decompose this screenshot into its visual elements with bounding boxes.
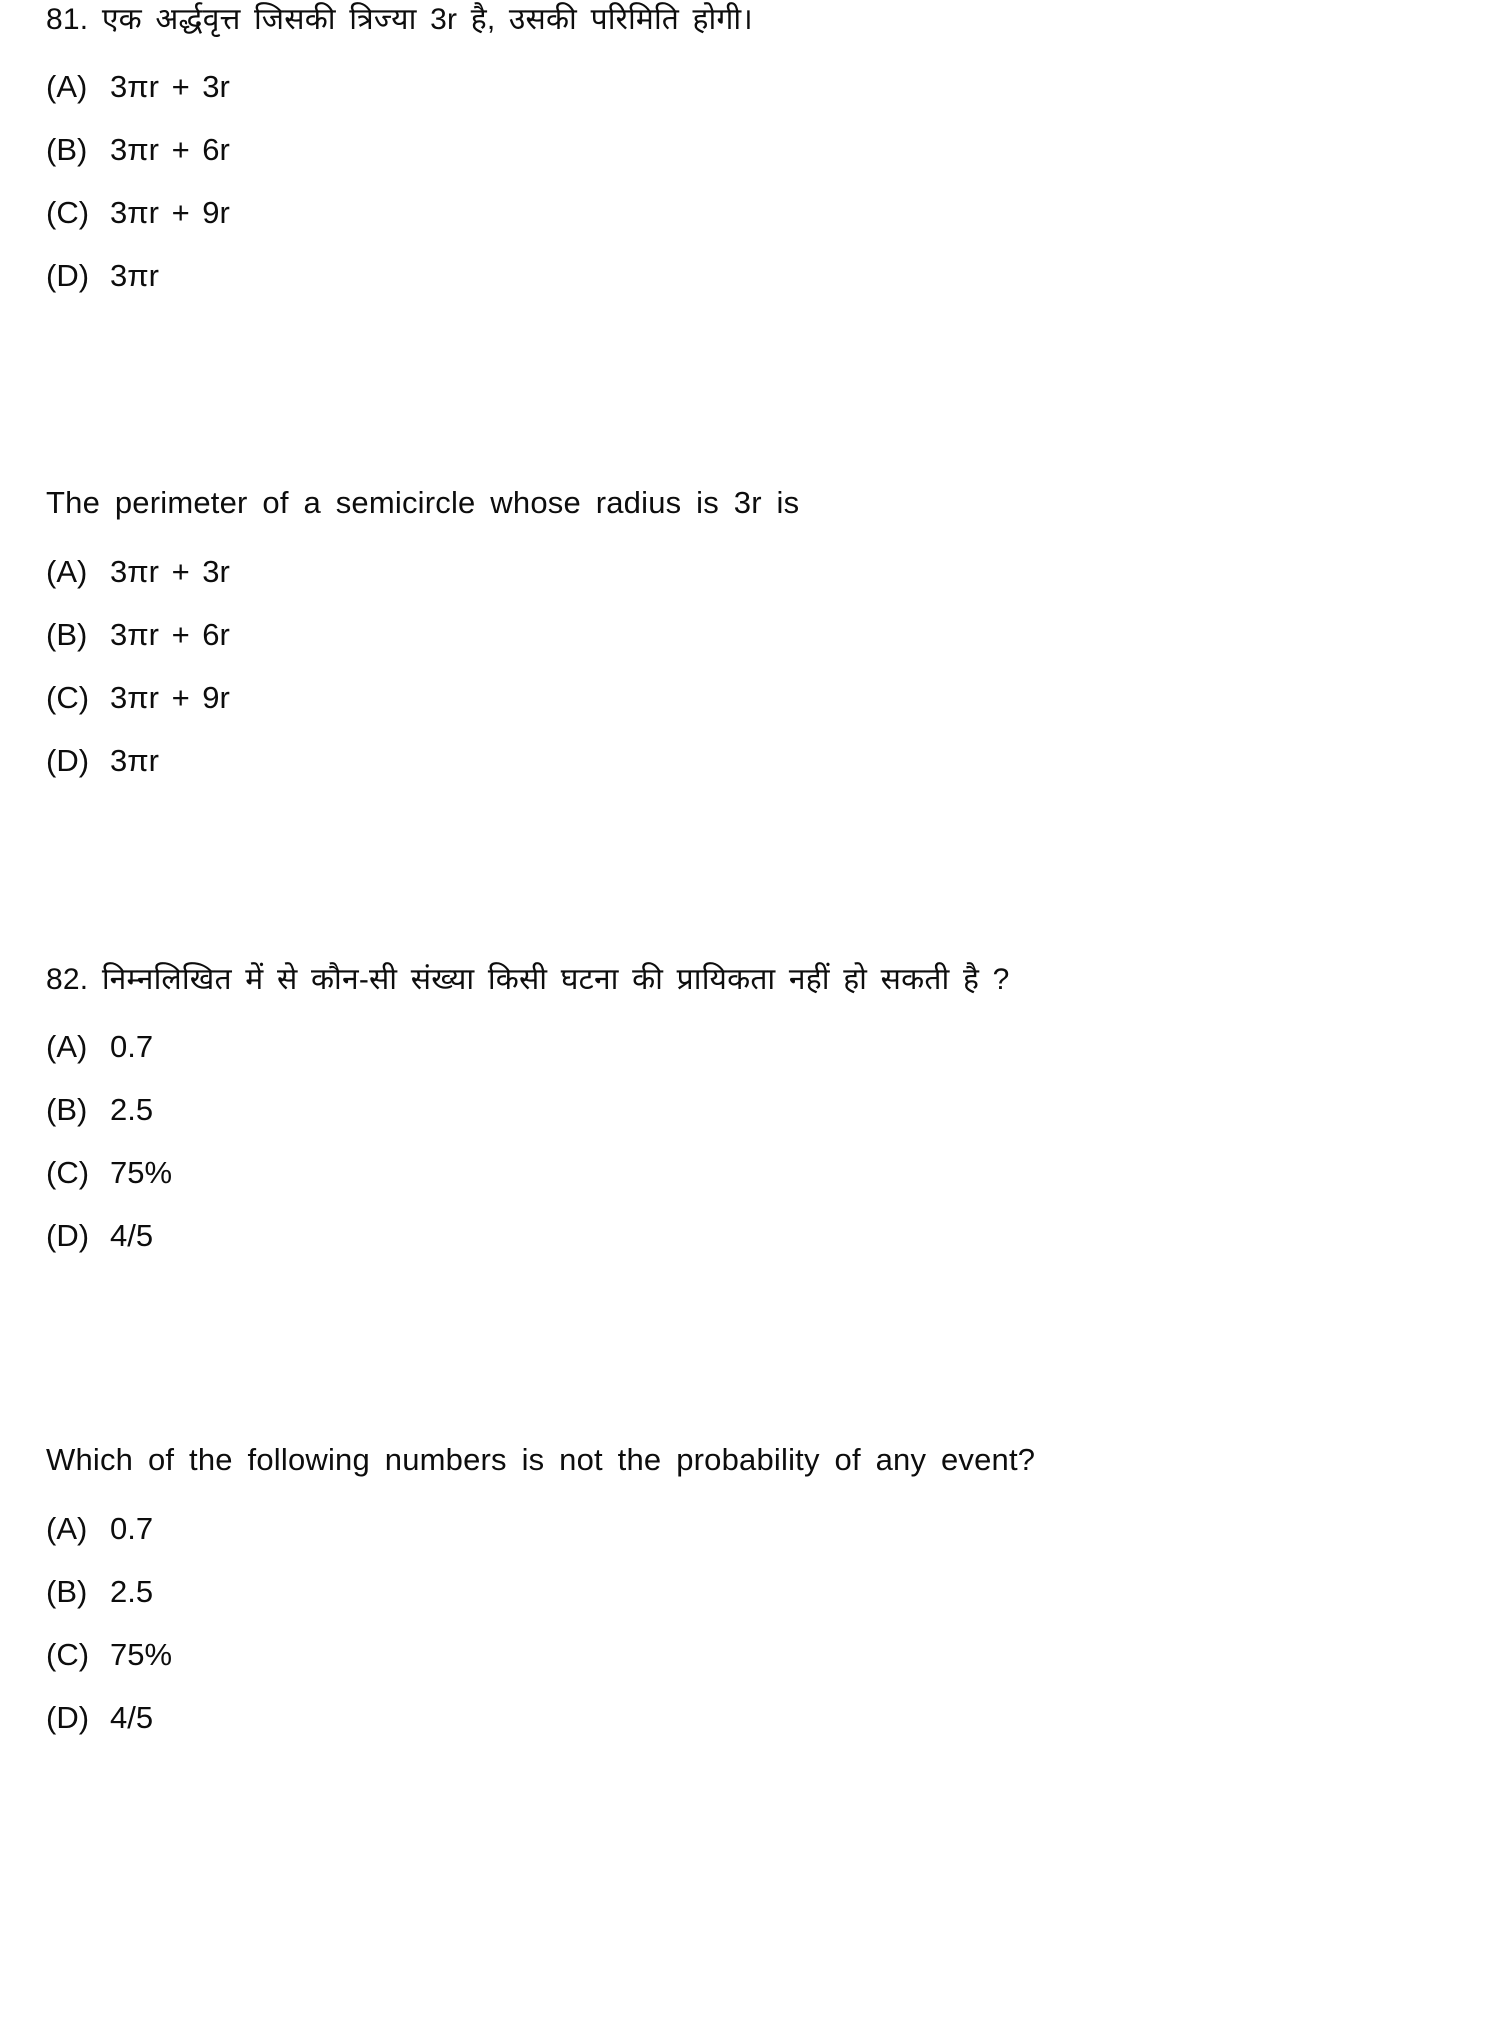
option-text: 0.7: [110, 1510, 154, 1546]
option-label: (B): [46, 1573, 88, 1609]
option-item: [46, 666, 1465, 729]
option-text: 3πr + 3r: [110, 69, 230, 105]
option-item: [46, 1015, 1465, 1078]
option-item: [46, 1686, 1465, 1749]
option-label: (C): [46, 195, 90, 231]
option-list-82-english: [46, 1497, 1465, 1749]
option-item: [46, 1560, 1465, 1623]
option-label: (D): [46, 1218, 90, 1254]
option-text: 3πr: [110, 742, 159, 778]
option-text: 3πr + 6r: [110, 616, 230, 652]
question-stem-81-english: The perimeter of a semicircle whose radius is 3r is: [46, 485, 800, 520]
option-label: (A): [46, 1029, 88, 1065]
option-item: [46, 603, 1465, 666]
option-text: 3πr + 9r: [110, 195, 230, 231]
option-label: (B): [46, 132, 88, 168]
option-label: (A): [46, 553, 88, 589]
option-text: 75%: [110, 1636, 173, 1672]
option-item: [46, 1204, 1465, 1267]
option-label: (D): [46, 258, 90, 294]
question-stem-82-hindi: 82. निम्नलिखित में से कौन-सी संख्या किसी घटना की प्रायिकता नहीं हो सकती है ?: [46, 963, 1010, 996]
option-list-81-english: [46, 540, 1465, 792]
option-text: 2.5: [110, 1092, 154, 1128]
question-stem-81-hindi: 81. एक अर्द्धवृत्त जिसकी त्रिज्या 3r है, उसकी परिमिति होगी।: [46, 3, 753, 36]
option-label: (B): [46, 616, 88, 652]
option-text: 3πr + 6r: [110, 132, 230, 168]
question-block-82-english: [46, 1442, 1465, 1749]
option-text: 3πr + 3r: [110, 553, 230, 589]
option-list-82-hindi: [46, 1015, 1465, 1267]
option-label: (C): [46, 679, 90, 715]
option-text: 4/5: [110, 1699, 154, 1735]
option-label: (D): [46, 742, 90, 778]
option-item: [46, 540, 1465, 603]
option-text: 3πr: [110, 258, 159, 294]
option-label: (B): [46, 1092, 88, 1128]
option-item: [46, 1497, 1465, 1560]
option-item: [46, 118, 1465, 181]
option-item: [46, 1623, 1465, 1686]
option-text: 75%: [110, 1155, 173, 1191]
option-label: (A): [46, 1510, 88, 1546]
option-item: [46, 181, 1465, 244]
option-label: (D): [46, 1699, 90, 1735]
option-text: 2.5: [110, 1573, 154, 1609]
question-stem-82-english: Which of the following numbers is not the probability of any event?: [46, 1442, 1036, 1477]
option-item: [46, 729, 1465, 792]
option-item: [46, 1078, 1465, 1141]
option-text: 0.7: [110, 1029, 154, 1065]
option-item: [46, 55, 1465, 118]
option-label: (C): [46, 1155, 90, 1191]
question-block-82-hindi: [46, 962, 1465, 1267]
option-label: (C): [46, 1636, 90, 1672]
option-item: [46, 1141, 1465, 1204]
question-block-81-english: [46, 485, 1465, 792]
option-text: 3πr + 9r: [110, 679, 230, 715]
option-label: (A): [46, 69, 88, 105]
option-list-81-hindi: [46, 55, 1465, 307]
option-text: 4/5: [110, 1218, 154, 1254]
question-block-81-hindi: [46, 2, 1465, 307]
option-item: [46, 244, 1465, 307]
